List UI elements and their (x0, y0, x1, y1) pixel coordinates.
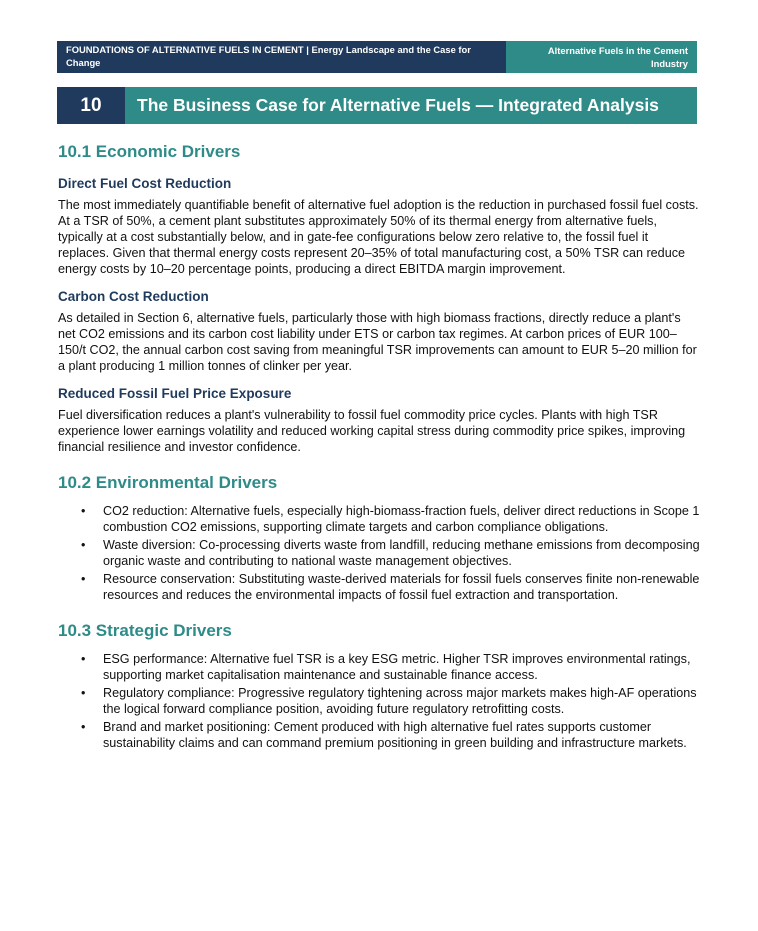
subsection-heading-price-exposure: Reduced Fossil Fuel Price Exposure (58, 386, 292, 401)
subsection-heading-fuel-cost: Direct Fuel Cost Reduction (58, 176, 232, 191)
bullet-glyph: • (81, 504, 86, 518)
bullet-glyph: • (81, 720, 86, 734)
list-item (58, 685, 700, 717)
section-heading-strategic: 10.3 Strategic Drivers (58, 621, 232, 640)
list-item-text: CO2 reduction: Alternative fuels, especially high-biomass-fraction fuels, deliver direct reductions in Scope 1 combustion CO2 emissions, supporting climate targets and carbon compliance obligations. (103, 504, 700, 534)
environmental-bullet-list (58, 503, 700, 603)
header-document-title: FOUNDATIONS OF ALTERNATIVE FUELS IN CEMENT | Energy Landscape and the Case for Change (57, 41, 506, 73)
list-item (58, 571, 700, 603)
list-item-text: Regulatory compliance: Progressive regulatory tightening across major markets makes high-AF operations the logical forward compliance position, avoiding future regulatory retrofitting costs. (103, 686, 697, 716)
list-item (58, 719, 700, 751)
running-header (57, 41, 697, 73)
list-item (58, 651, 700, 683)
bullet-glyph: • (81, 686, 86, 700)
page-content (58, 141, 700, 753)
strategic-bullet-list (58, 651, 700, 751)
list-item-text: Brand and market positioning: Cement produced with high alternative fuel rates supports customer sustainability claims and can command premium positioning in green building and infrastructure markets. (103, 720, 687, 750)
list-item (58, 503, 700, 535)
chapter-banner (57, 87, 697, 124)
paragraph-carbon-cost: As detailed in Section 6, alternative fuels, particularly those with high biomass fractions, directly reduce a plant's net CO2 emissions and its carbon cost liability under ETS or carbon tax regimes. At carbon prices of EUR 100–150/t CO2, the annual carbon cost saving from meaningful TSR improvements can amount to EUR 5–20 million for a plant producing 1 million tonnes of clinker per year. (58, 311, 697, 373)
list-item-text: ESG performance: Alternative fuel TSR is a key ESG metric. Higher TSR improves environmental ratings, supporting market capitalisation maintenance and sustainable finance access. (103, 652, 691, 682)
section-heading-environmental: 10.2 Environmental Drivers (58, 473, 278, 492)
bullet-glyph: • (81, 652, 86, 666)
section-heading-economic: 10.1 Economic Drivers (58, 142, 241, 161)
list-item (58, 537, 700, 569)
chapter-title: The Business Case for Alternative Fuels — Integrated Analysis (125, 87, 697, 124)
list-item-text: Waste diversion: Co-processing diverts waste from landfill, reducing methane emissions from decomposing organic waste and contributing to national waste management objectives. (103, 538, 700, 568)
subsection-heading-carbon-cost: Carbon Cost Reduction (58, 289, 209, 304)
paragraph-price-exposure: Fuel diversification reduces a plant's vulnerability to fossil fuel commodity price cycles. Plants with high TSR experience lower earnings volatility and reduced working capital stress during commodity price spikes, improving financial resilience and investor confidence. (58, 408, 686, 454)
chapter-number: 10 (57, 87, 125, 124)
paragraph-fuel-cost: The most immediately quantifiable benefit of alternative fuel adoption is the reduction in purchased fossil fuel costs. At a TSR of 50%, a cement plant substitutes approximately 50% of its thermal energy from alternative fuels, typically at a cost substantially below, and in gate-fee configurations below zero relative to, the fossil fuel it replaces. Given that thermal energy costs represent 20–35% of total manufacturing cost, a 50% TSR can reduce energy costs by 10–20 percentage points, producing a direct EBITDA margin improvement. (58, 198, 699, 276)
bullet-glyph: • (81, 572, 86, 586)
header-book-title: Alternative Fuels in the Cement Industry (506, 41, 697, 73)
list-item-text: Resource conservation: Substituting waste-derived materials for fossil fuels conserves finite non-renewable resources and reduces the environmental impacts of fossil fuel extraction and transportation. (103, 572, 700, 602)
bullet-glyph: • (81, 538, 86, 552)
